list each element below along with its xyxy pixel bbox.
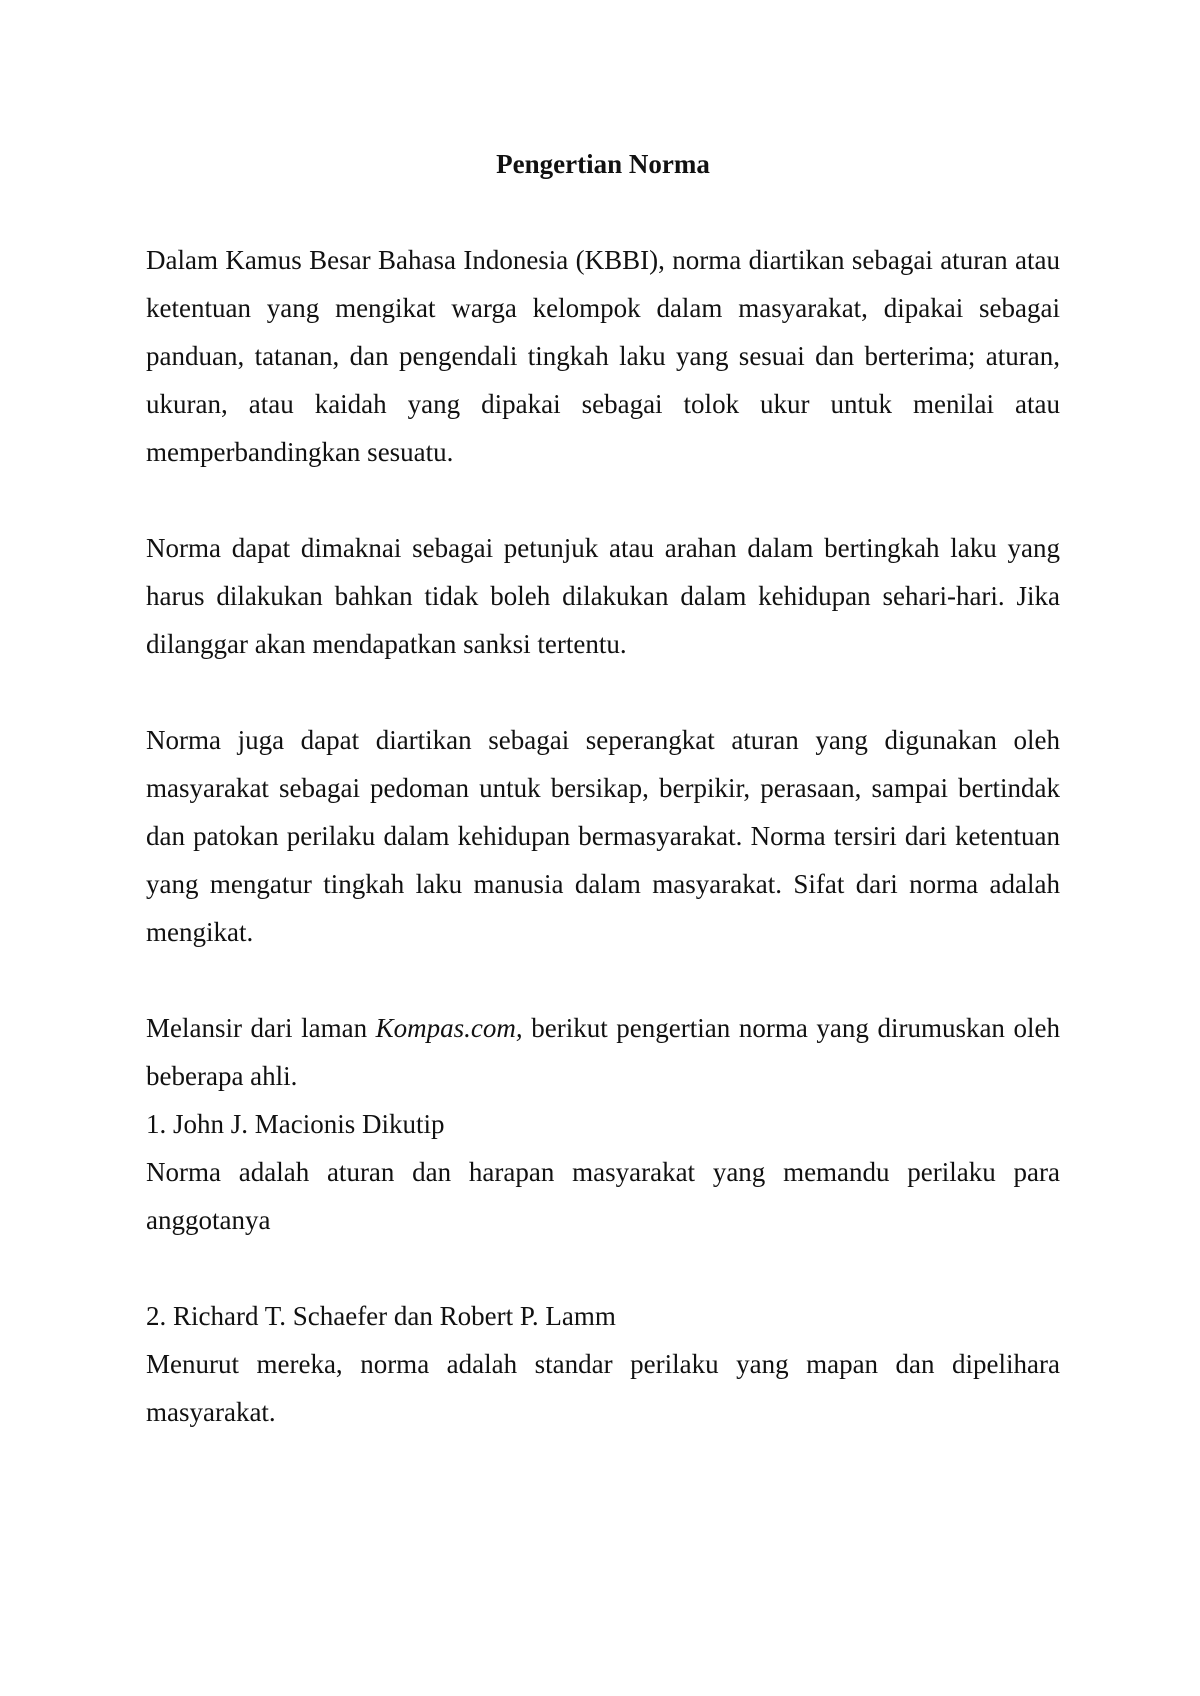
paragraph-source-intro: [146, 1004, 1060, 1100]
paragraph-spacer: [146, 1244, 1060, 1292]
source-intro-before: Melansir dari laman: [146, 1013, 376, 1043]
paragraph-norma-meaning: Norma dapat dimaknai sebagai petunjuk atau arahan dalam bertingkah laku yang harus dilakukan bahkan tidak boleh dilakukan dalam kehidupan sehari-hari. Jika dilanggar akan mendapatkan sanksi tertentu.: [146, 533, 1060, 659]
paragraph-spacer: [146, 956, 1060, 1004]
paragraph-kbbi-definition: Dalam Kamus Besar Bahasa Indonesia (KBBI), norma diartikan sebagai aturan atau ketentuan yang mengikat warga kelompok dalam masyarakat, dipakai sebagai panduan, tatanan, dan pengendali tingkah laku yang sesuai dan berterima; aturan, ukuran, atau kaidah yang dipakai sebagai tolok ukur untuk menilai atau memperbandingkan sesuatu.: [146, 245, 1060, 467]
source-site-name: Kompas.com,: [375, 1013, 523, 1043]
page-title: Pengertian Norma: [496, 149, 710, 179]
source-intro-after: berikut pengertian norma yang dirumuskan oleh beberapa ahli.: [146, 1013, 1060, 1091]
expert-definition: Menurut mereka, norma adalah standar perilaku yang mapan dan dipelihara masyarakat.: [146, 1349, 1060, 1427]
paragraph-spacer: [146, 668, 1060, 716]
paragraph-norma-set-of-rules: Norma juga dapat diartikan sebagai seperangkat aturan yang digunakan oleh masyarakat sebagai pedoman untuk bersikap, berpikir, perasaan, sampai bertindak dan patokan perilaku dalam kehidupan bermasyarakat. Norma tersiri dari ketentuan yang mengatur tingkah laku manusia dalam masyarakat. Sifat dari norma adalah mengikat.: [146, 725, 1060, 947]
expert-heading: 2. Richard T. Schaefer dan Robert P. Lamm: [146, 1301, 616, 1331]
document-body: [146, 140, 1060, 1436]
expert-definition: Norma adalah aturan dan harapan masyarakat yang memandu perilaku para anggotanya: [146, 1157, 1060, 1235]
expert-heading: 1. John J. Macionis Dikutip: [146, 1109, 445, 1139]
paragraph-spacer: [146, 476, 1060, 524]
